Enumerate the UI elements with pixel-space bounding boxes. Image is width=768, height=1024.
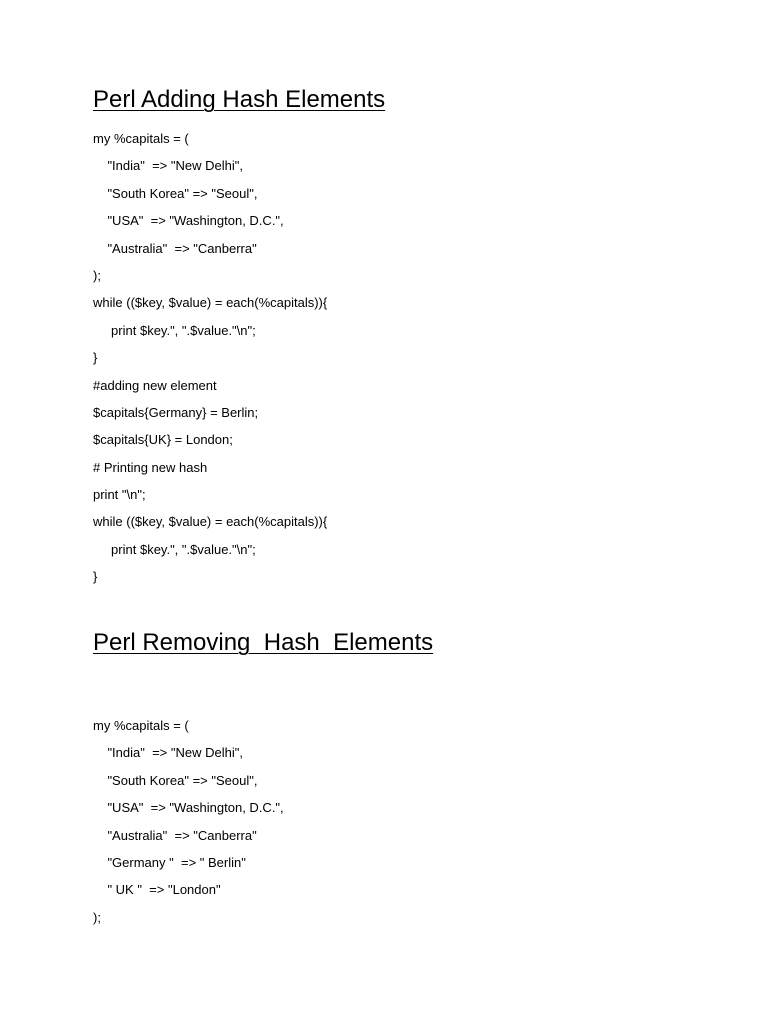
code-line: #adding new element [93, 377, 217, 393]
code-line: "Australia" => "Canberra" [93, 240, 257, 256]
code-line: $capitals{Germany} = Berlin; [93, 404, 259, 420]
code-line: "Australia" => "Canberra" [93, 827, 257, 843]
code-line: # Printing new hash [93, 459, 208, 475]
code-line: } [93, 569, 98, 585]
code-line: ); [93, 909, 101, 925]
section-heading-adding: Perl Adding Hash Elements [93, 86, 386, 113]
code-line: "South Korea" => "Seoul", [93, 772, 258, 788]
code-line: my %capitals = ( [93, 718, 189, 733]
code-line: while (($key, $value) = each(%capitals)){ [93, 295, 328, 311]
code-line: " UK " => "London" [93, 882, 221, 898]
code-line: ); [93, 267, 101, 283]
code-line: $capitals{UK} = London; [93, 432, 233, 448]
code-line: my %capitals = ( [93, 131, 189, 146]
code-line: while (($key, $value) = each(%capitals)){ [93, 514, 328, 530]
code-line: print $key.", ".$value."\n"; [93, 322, 256, 338]
code-line: "Germany " => " Berlin" [93, 854, 246, 870]
code-line: "USA" => "Washington, D.C.", [93, 800, 284, 816]
code-block-removing [93, 717, 284, 936]
code-line: "India" => "New Delhi", [93, 158, 243, 174]
code-line: "USA" => "Washington, D.C.", [93, 213, 284, 229]
code-line: "India" => "New Delhi", [93, 745, 243, 761]
code-line: print $key.", ".$value."\n"; [93, 541, 256, 557]
code-line: } [93, 350, 98, 366]
section-heading-removing: Perl Removing Hash Elements [93, 629, 434, 656]
code-block-adding [93, 130, 327, 596]
code-line: print "\n"; [93, 487, 146, 503]
code-line: "South Korea" => "Seoul", [93, 185, 258, 201]
